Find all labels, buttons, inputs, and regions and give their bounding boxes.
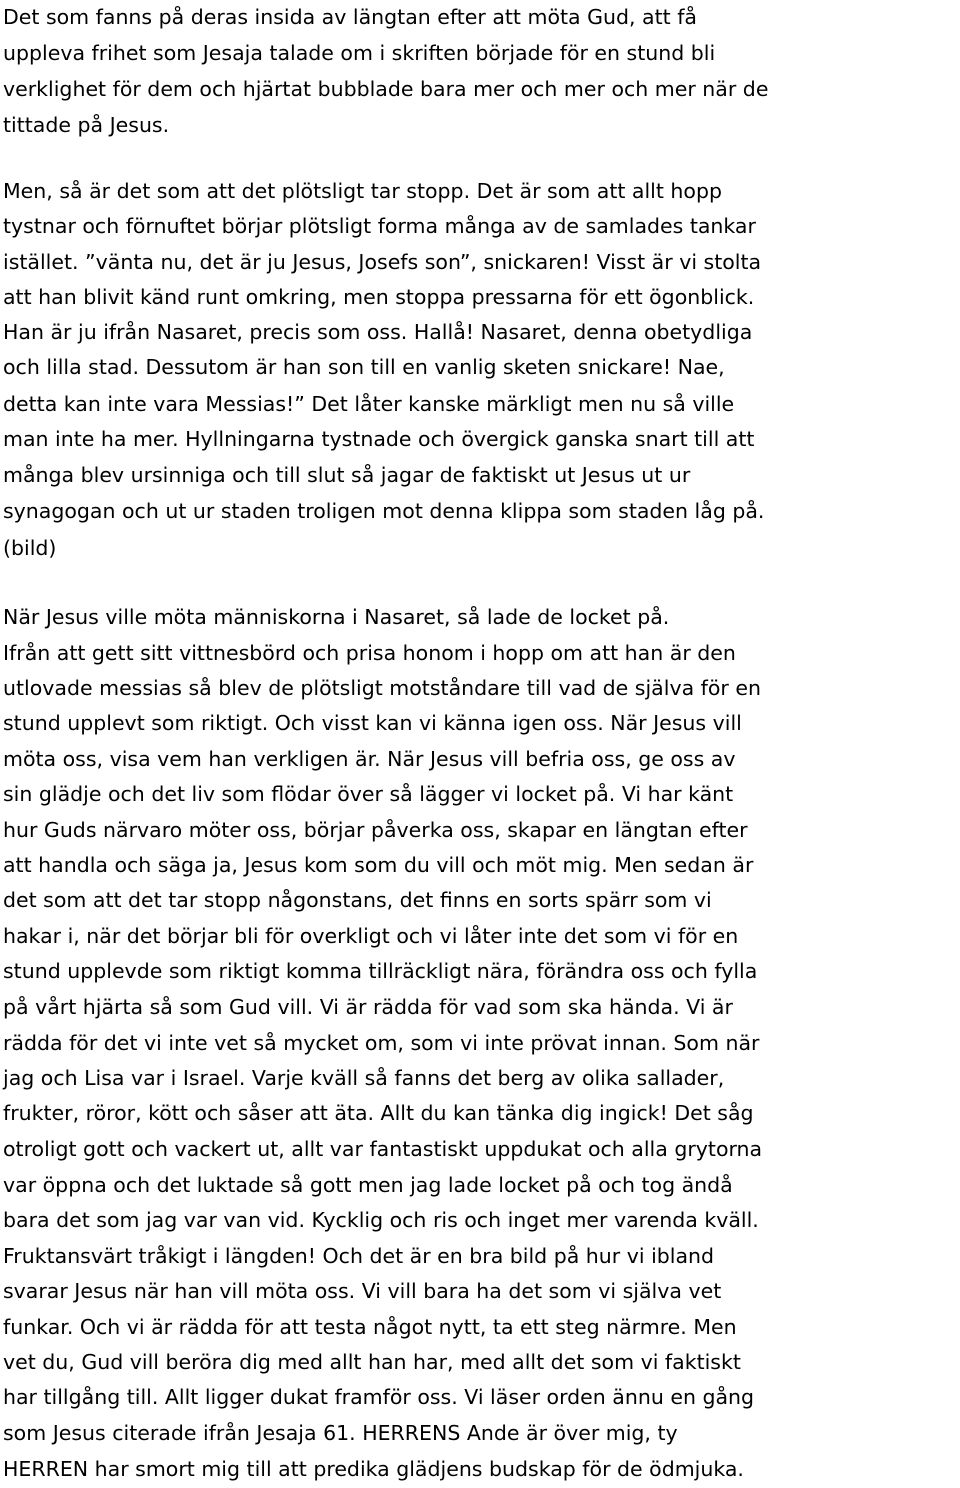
text-line: stund upplevde som riktigt komma tillräckligt nära, förändra oss och fylla (3, 959, 758, 983)
text-line: var öppna och det luktade så gott men jag lade locket på och tog ändå (3, 1173, 733, 1197)
text-line: synagogan och ut ur staden troligen mot denna klippa som staden låg på. (3, 499, 765, 523)
text-line: att han blivit känd runt omkring, men stoppa pressarna för ett ögonblick. (3, 285, 755, 309)
text-line: funkar. Och vi är rädda för att testa något nytt, ta ett steg närmre. Men (3, 1315, 737, 1339)
text-line: möta oss, visa vem han verkligen är. När Jesus vill befria oss, ge oss av (3, 747, 736, 771)
text-line: det som att det tar stopp någonstans, det finns en sorts spärr som vi (3, 888, 712, 912)
text-line: (bild) (3, 536, 57, 560)
text-line: som Jesus citerade ifrån Jesaja 61. HERRENS Ande är över mig, ty (3, 1421, 678, 1445)
text-line: och lilla stad. Dessutom är han son till en vanlig sketen snickare! Nae, (3, 355, 725, 379)
text-line: hur Guds närvaro möter oss, börjar påverka oss, skapar en längtan efter (3, 818, 748, 842)
text-line: När Jesus ville möta människorna i Nasaret, så lade de locket på. (3, 605, 670, 629)
text-line: otroligt gott och vackert ut, allt var fantastiskt uppdukat och alla grytorna (3, 1137, 763, 1161)
text-line: hakar i, när det börjar bli för overkligt och vi låter inte det som vi för en (3, 924, 739, 948)
text-line: rädda för det vi inte vet så mycket om, som vi inte prövat innan. Som när (3, 1031, 760, 1055)
text-line: svarar Jesus när han vill möta oss. Vi vill bara ha det som vi själva vet (3, 1279, 722, 1303)
text-line: tittade på Jesus. (3, 113, 170, 137)
text-line: detta kan inte vara Messias!” Det låter kanske märkligt men nu så ville (3, 392, 735, 416)
text-line: man inte ha mer. Hyllningarna tystnade och övergick ganska snart till att (3, 427, 755, 451)
text-line: Fruktansvärt tråkigt i längden! Och det är en bra bild på hur vi ibland (3, 1244, 715, 1268)
text-line: jag och Lisa var i Israel. Varje kväll så fanns det berg av olika sallader, (3, 1066, 725, 1090)
text-line: stund upplevt som riktigt. Och visst kan vi känna igen oss. När Jesus vill (3, 711, 742, 735)
text-line: sin glädje och det liv som flödar över så lägger vi locket på. Vi har känt (3, 782, 734, 806)
text-line: istället. ”vänta nu, det är ju Jesus, Josefs son”, snickaren! Visst är vi stolta (3, 250, 762, 274)
text-line: Han är ju ifrån Nasaret, precis som oss. Hallå! Nasaret, denna obetydliga (3, 320, 753, 344)
text-line: att handla och säga ja, Jesus kom som du vill och möt mig. Men sedan är (3, 853, 754, 877)
text-line: på vårt hjärta så som Gud vill. Vi är rädda för vad som ska hända. Vi är (3, 995, 733, 1019)
text-line: Ifrån att gett sitt vittnesbörd och prisa honom i hopp om att han är den (3, 641, 736, 665)
text-line: vet du, Gud vill beröra dig med allt han har, med allt det som vi faktiskt (3, 1350, 741, 1374)
text-line: bara det som jag var van vid. Kycklig och ris och inget mer varenda kväll. (3, 1208, 759, 1232)
text-line: HERREN har smort mig till att predika glädjens budskap för de ödmjuka. (3, 1457, 744, 1481)
text-line: uppleva frihet som Jesaja talade om i skriften började för en stund bli (3, 41, 716, 65)
text-line: verklighet för dem och hjärtat bubblade bara mer och mer och mer när de (3, 77, 769, 101)
text-line: många blev ursinniga och till slut så jagar de faktiskt ut Jesus ut ur (3, 463, 691, 487)
text-line: Men, så är det som att det plötsligt tar stopp. Det är som att allt hopp (3, 179, 722, 203)
text-line: utlovade messias så blev de plötsligt motståndare till vad de själva för en (3, 676, 761, 700)
text-line: har tillgång till. Allt ligger dukat framför oss. Vi läser orden ännu en gång (3, 1385, 755, 1409)
text-line: tystnar och förnuftet börjar plötsligt forma många av de samlades tankar (3, 214, 756, 238)
text-line: frukter, röror, kött och såser att äta. Allt du kan tänka dig ingick! Det såg (3, 1101, 754, 1125)
text-line: Det som fanns på deras insida av längtan efter att möta Gud, att få (3, 5, 697, 29)
